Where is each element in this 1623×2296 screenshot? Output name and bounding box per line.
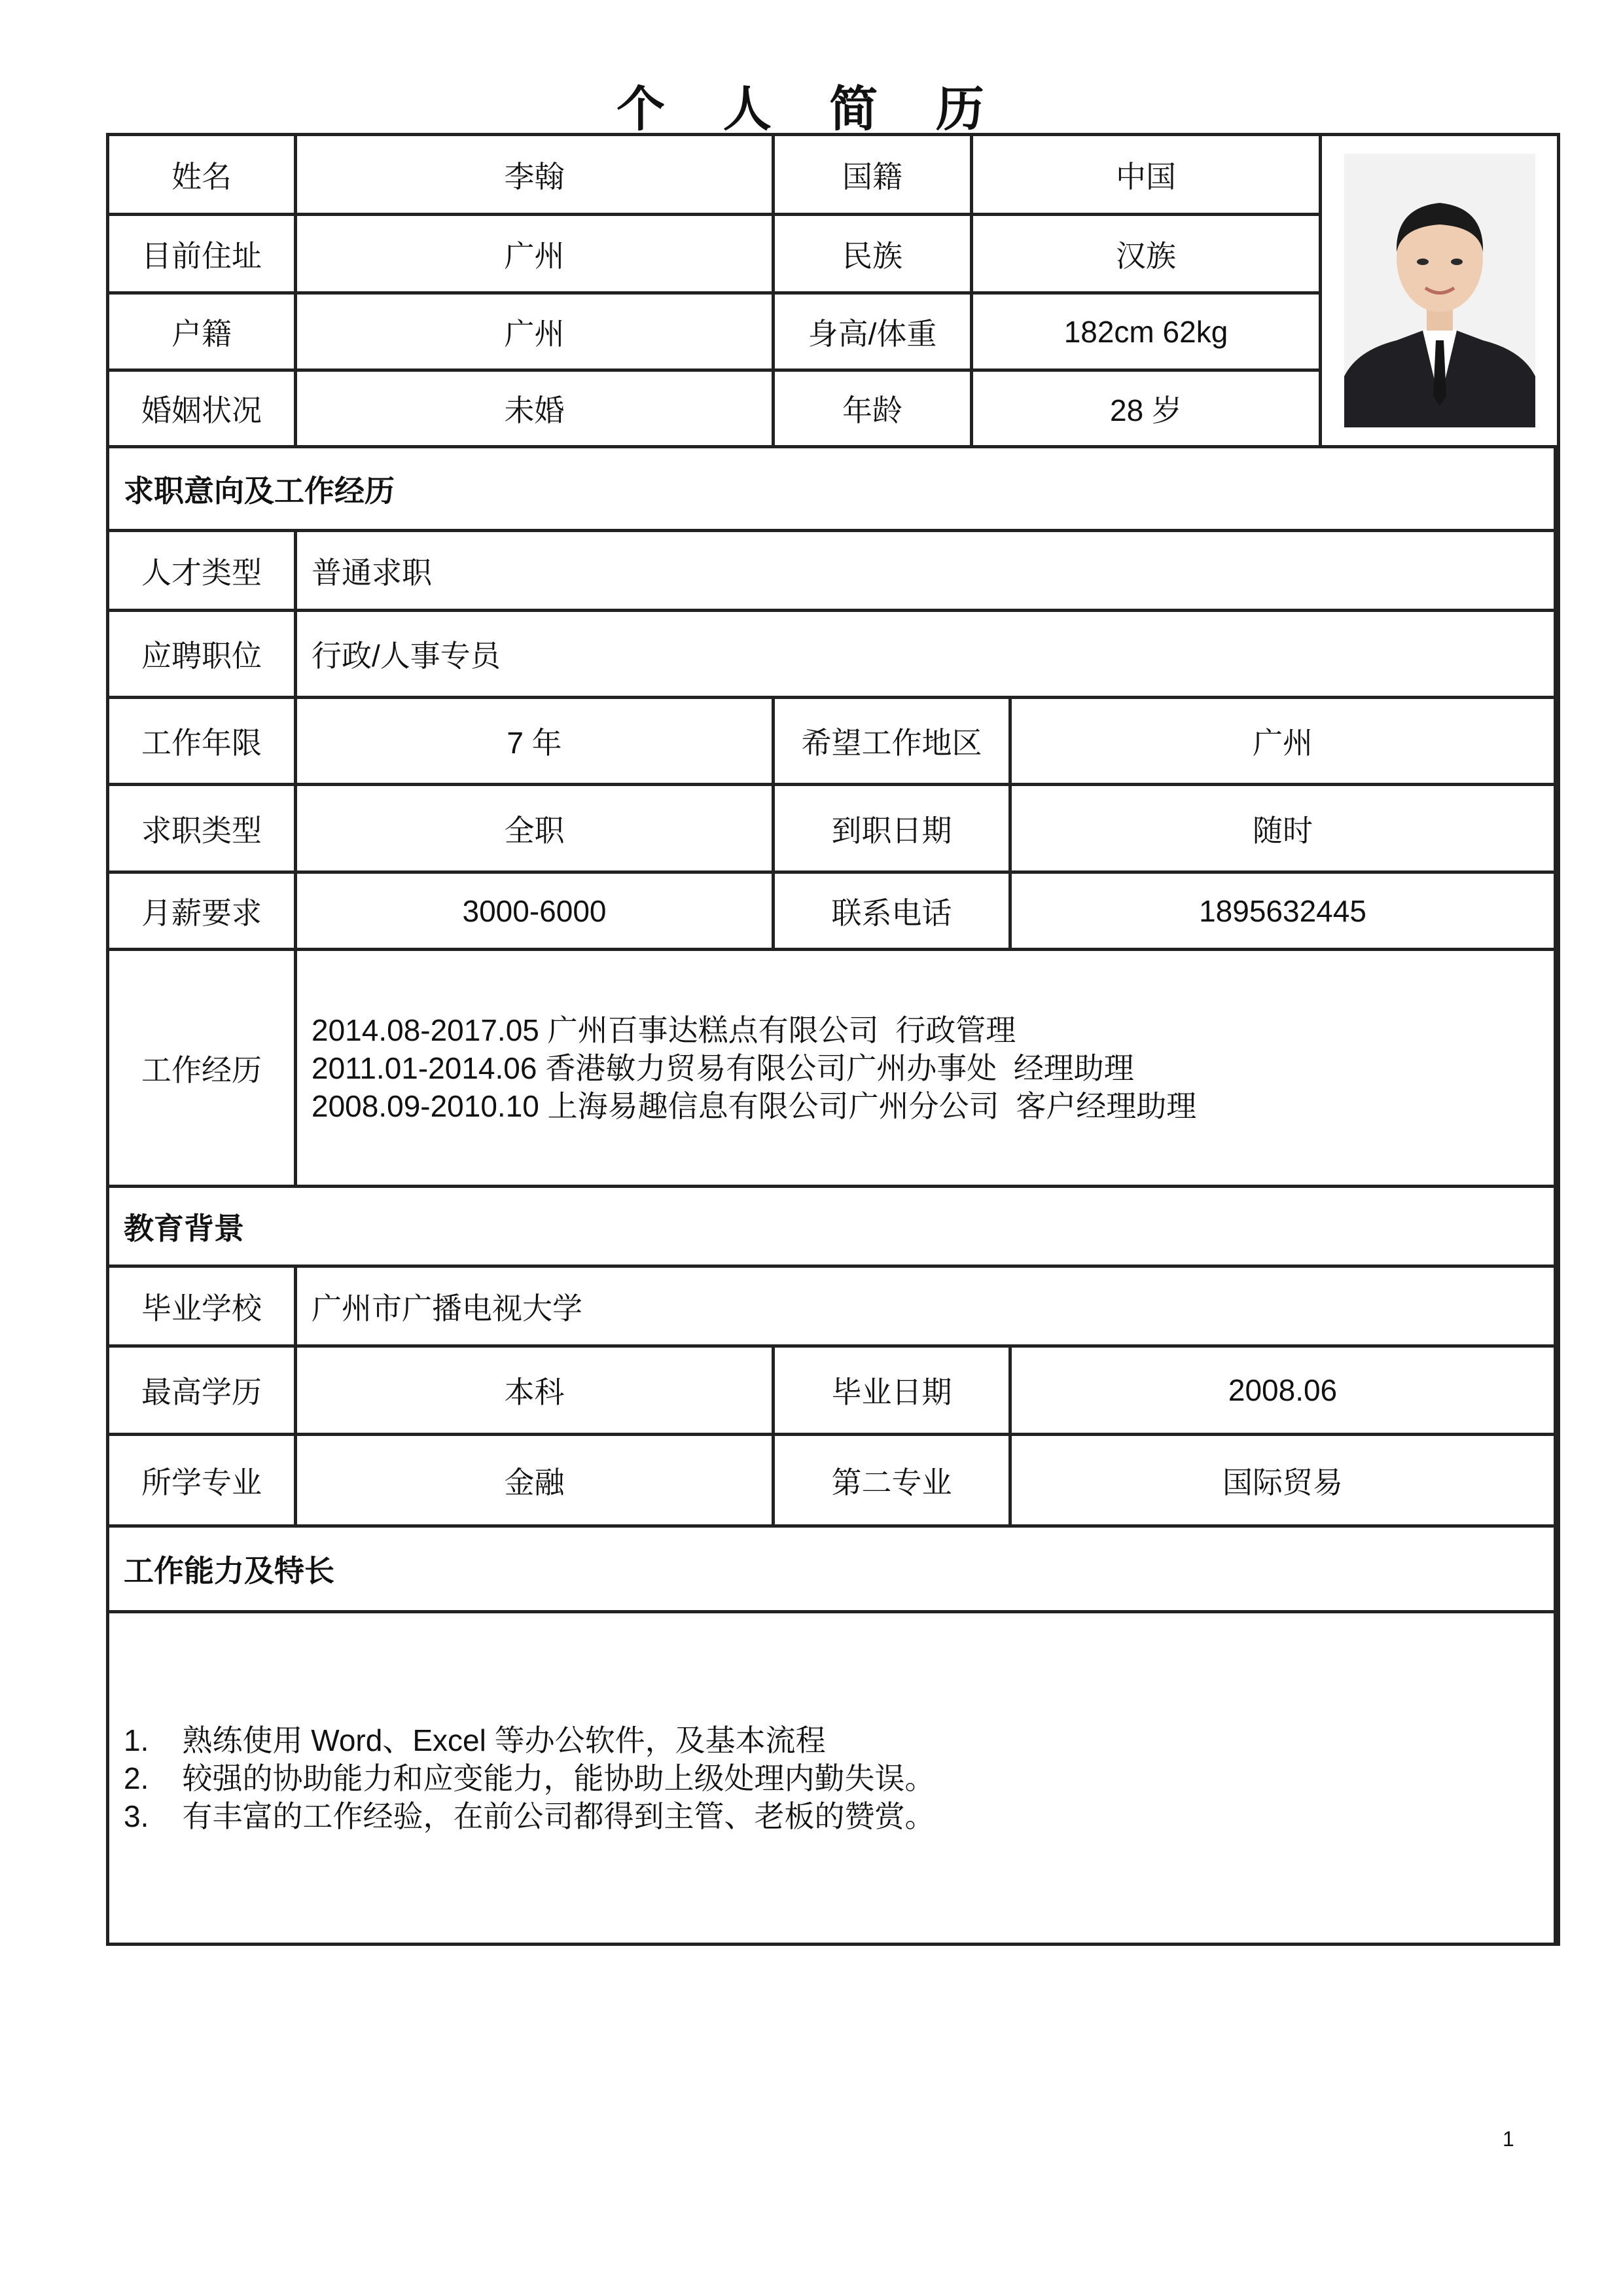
experience-label: 工作经历: [109, 951, 297, 1188]
height-weight-label: 身高/体重: [775, 295, 973, 372]
grad-date-label: 毕业日期: [775, 1348, 1012, 1436]
second-major-label: 第二专业: [775, 1436, 1012, 1528]
start-date-label: 到职日期: [775, 786, 1012, 874]
years-label: 工作年限: [109, 699, 297, 786]
ethnicity-label: 民族: [775, 216, 973, 295]
major-label: 所学专业: [109, 1436, 297, 1528]
skill-item: 2. 较强的协助能力和应变能力，能协助上级处理内勤失误。: [124, 1761, 935, 1795]
age-label: 年龄: [775, 372, 973, 448]
job-section-title: 求职意向及工作经历: [109, 448, 1557, 532]
marital-label: 婚姻状况: [109, 372, 297, 448]
start-date-value: 随时: [1012, 786, 1557, 874]
ethnicity-value: 汉族: [973, 216, 1322, 295]
age-value: 28 岁: [973, 372, 1322, 448]
job-type-value: 全职: [297, 786, 775, 874]
education-section-title: 教育背景: [109, 1188, 1557, 1268]
skill-item: 1. 熟练使用 Word、Excel 等办公软件，及基本流程: [124, 1723, 826, 1757]
phone-value: 1895632445: [1012, 874, 1557, 951]
talent-type-label: 人才类型: [109, 532, 297, 612]
skills-list: [109, 1613, 1557, 1943]
experience-list: [297, 951, 1557, 1188]
address-label: 目前住址: [109, 216, 297, 295]
nationality-value: 中国: [973, 136, 1322, 216]
skills-section-title: 工作能力及特长: [109, 1528, 1557, 1613]
profile-photo: [1344, 154, 1535, 427]
major-value: 金融: [297, 1436, 775, 1528]
photo-cell: [1322, 136, 1557, 448]
school-value: 广州市广播电视大学: [297, 1268, 1557, 1348]
second-major-value: 国际贸易: [1012, 1436, 1557, 1528]
school-label: 毕业学校: [109, 1268, 297, 1348]
marital-value: 未婚: [297, 372, 775, 448]
grad-date-value: 2008.06: [1012, 1348, 1557, 1436]
name-label: 姓名: [109, 136, 297, 216]
skill-item: 3. 有丰富的工作经验，在前公司都得到主管、老板的赞赏。: [124, 1799, 935, 1833]
position-value: 行政/人事专员: [297, 612, 1557, 699]
nationality-label: 国籍: [775, 136, 973, 216]
phone-label: 联系电话: [775, 874, 1012, 951]
experience-item: 2011.01-2014.06 香港敏力贸易有限公司广州办事处 经理助理: [312, 1050, 1134, 1085]
address-value: 广州: [297, 216, 775, 295]
degree-label: 最高学历: [109, 1348, 297, 1436]
talent-type-value: 普通求职: [297, 532, 1557, 612]
hukou-value: 广州: [297, 295, 775, 372]
location-label: 希望工作地区: [775, 699, 1012, 786]
position-label: 应聘职位: [109, 612, 297, 699]
salary-value: 3000-6000: [297, 874, 775, 951]
job-type-label: 求职类型: [109, 786, 297, 874]
page-number: 1: [1503, 2127, 1514, 2151]
degree-value: 本科: [297, 1348, 775, 1436]
salary-label: 月薪要求: [109, 874, 297, 951]
experience-item: 2008.09-2010.10 上海易趣信息有限公司广州分公司 客户经理助理: [312, 1088, 1197, 1123]
location-value: 广州: [1012, 699, 1557, 786]
resume-table: [106, 133, 1560, 1946]
page-title: 个 人 简 历: [616, 82, 1007, 136]
person-icon: [1344, 154, 1535, 427]
experience-item: 2014.08-2017.05 广州百事达糕点有限公司 行政管理: [312, 1013, 1016, 1047]
hukou-label: 户籍: [109, 295, 297, 372]
name-value: 李翰: [297, 136, 775, 216]
height-weight-value: 182cm 62kg: [973, 295, 1322, 372]
years-value: 7 年: [297, 699, 775, 786]
